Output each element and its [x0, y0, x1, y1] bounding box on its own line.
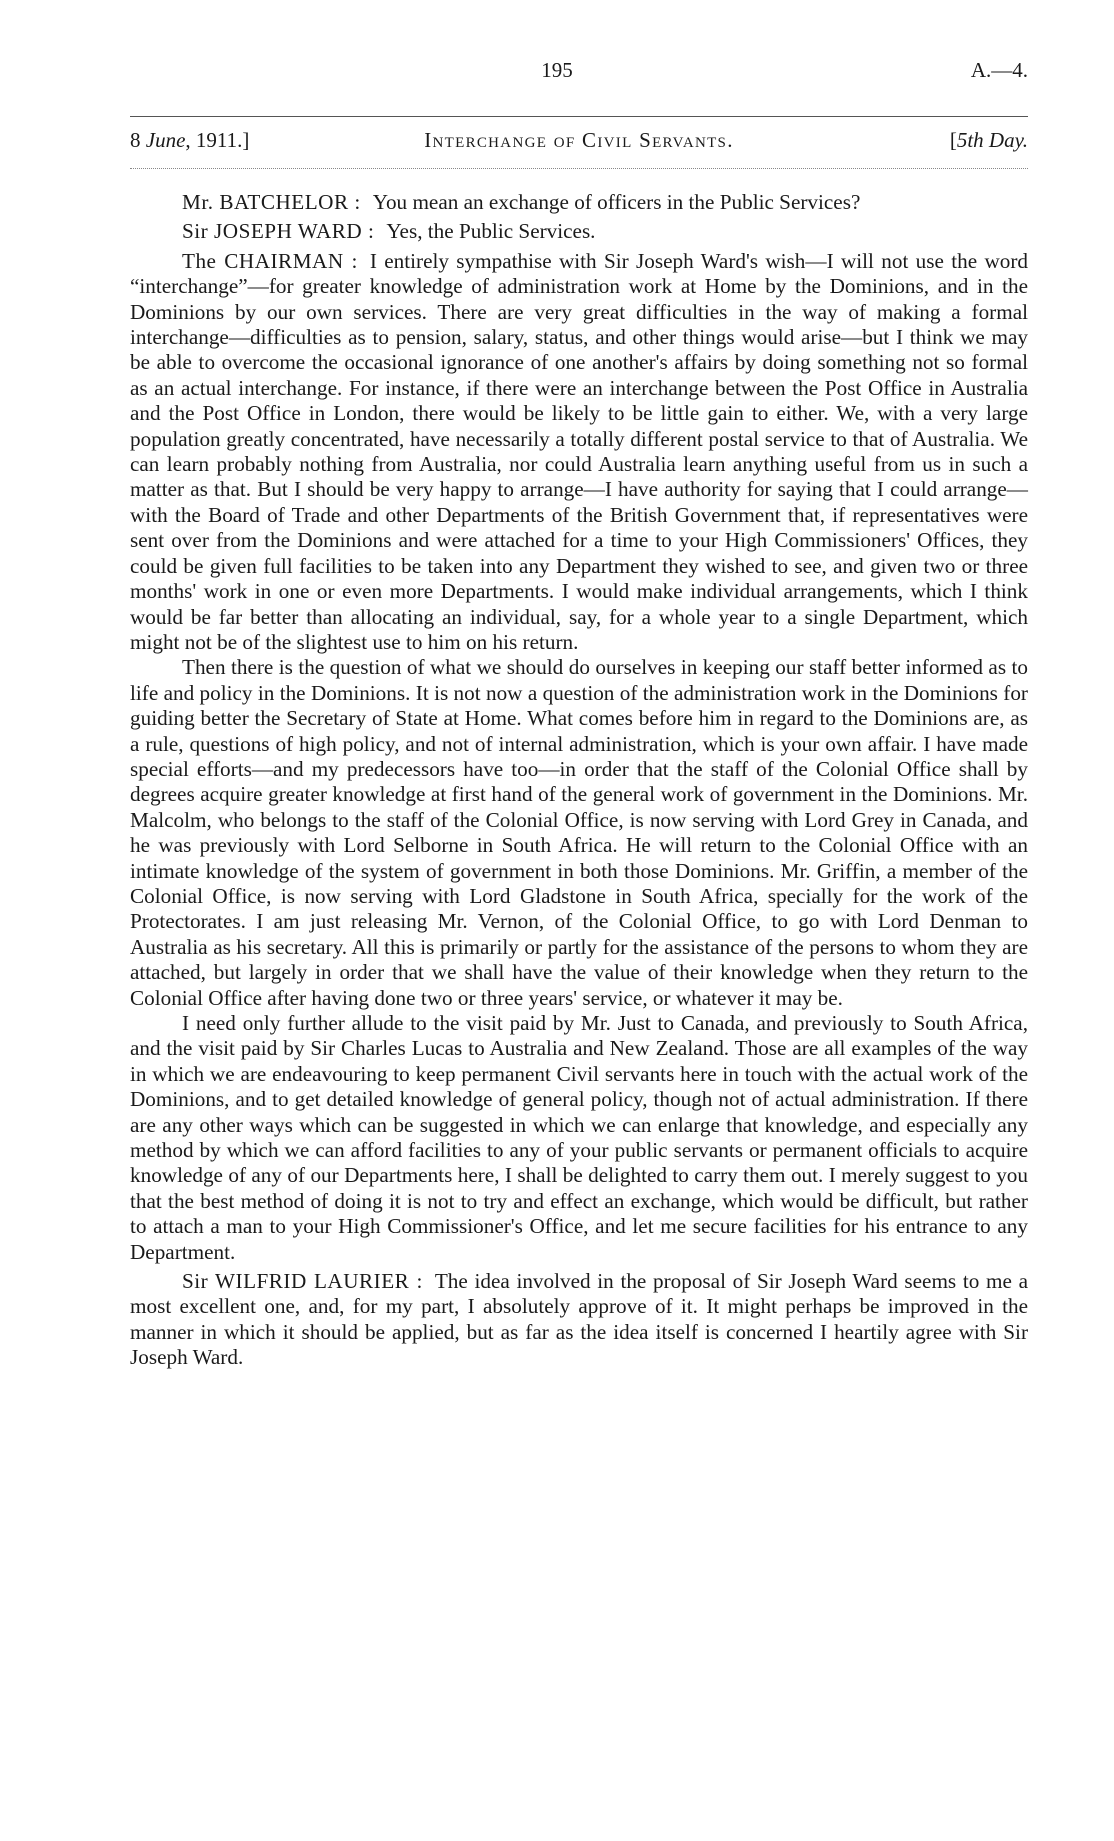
speaker-name: Sir WILFRID LAURIER :: [182, 1269, 423, 1294]
paragraph-ward: [130, 219, 1028, 244]
paragraph-text: I need only further allude to the visit paid by Mr. Just to Canada, and previously to South Africa, and the visit paid by Sir Charles Lucas to Australia and New Zealand. Those are all examples of the way in which we are endeavouring to keep permanent Civil servants here in touch with the actual work of the Dominions, and to get detailed knowledge of general policy, though not of actual administration. If there are any other ways which can be suggested in which we can enlarge that knowledge, and especially any method by which we can afford facilities to any of your public servants or permanent officials to acquire knowledge of any of our Departments here, I shall be delighted to carry them out. I merely suggest to you that the best method of doing it is not to try and effect an exchange, which would be difficult, but rather to attach a man to your High Commissioner's Office, and let me secure facilities for his entrance to any Department.: [130, 1011, 1028, 1264]
paragraph-text: You mean an exchange of officers in the Public Services?: [372, 190, 861, 214]
header-date-month: June: [145, 128, 186, 152]
speaker-name: Sir JOSEPH WARD :: [182, 219, 375, 244]
body-text: [130, 190, 1028, 1371]
header-day-label: 5th Day.: [956, 128, 1028, 152]
header-date-rest: , 1911.]: [185, 128, 250, 152]
document-reference: A.—4.: [970, 58, 1028, 82]
paragraph-chairman-continued-1: [130, 655, 1028, 1011]
paragraph-text: The idea involved in the proposal of Sir Joseph Ward seems to me a most excellent one, and, for my part, I absolutely approve of it. It might perhaps be improved in the manner in which it should be applied, but as far as the idea itself is concerned I heartily agree with Sir Joseph Ward.: [130, 1269, 1028, 1370]
page-number: 195: [541, 58, 573, 82]
header-day-prefix: [: [949, 128, 957, 152]
paragraph-text: Yes, the Public Services.: [386, 219, 596, 244]
header-title: Interchange of Civil Servants.: [424, 128, 734, 152]
header-day: [950, 128, 1028, 153]
paragraph-batchelor: [130, 190, 1028, 215]
header-rule-bottom: [130, 168, 1028, 169]
paragraph-text: Then there is the question of what we should do ourselves in keeping our staff better informed as to life and policy in the Dominions. It is not now a question of the administration work in the Dominions for guiding better the Secretary of State at Home. What comes before him in regard to the Dominions are, as a rule, questions of high policy, and not of internal administration, which is your own affair. I have made special efforts—and my predecessors have too—in order that the staff of the Colonial Office shall by degrees acquire greater knowledge at first hand of the general work of government in the Dominions. Mr. Malcolm, who belongs to the staff of the Colonial Office, is now serving with Lord Grey in Canada, and he was previously with Lord Selborne in South Africa. He will return to the Colonial Office with an intimate knowledge of the system of government in both those Dominions. Mr. Griffin, a member of the Colonial Office, is now serving with Lord Gladstone in South Africa, specially for the work of the Protectorates. I am just releasing Mr. Vernon, of the Colonial Office, to go with Lord Denman to Australia as his secretary. All this is primarily or partly for the assistance of the persons to whom they are attached, but largely in order that we shall have the value of their knowledge when they return to the Colonial Office after having done two or three years' service, or whatever it may be.: [130, 655, 1028, 1010]
paragraph-chairman: [130, 249, 1028, 656]
paragraph-chairman-continued-2: [130, 1011, 1028, 1265]
speaker-name: Mr. BATCHELOR :: [182, 190, 361, 214]
header-rule-top: [130, 116, 1028, 117]
paragraph-laurier: [130, 1269, 1028, 1371]
speaker-name: The CHAIRMAN :: [182, 248, 358, 273]
header-date-prefix: 8: [130, 128, 146, 152]
paragraph-text: I entirely sympathise with Sir Joseph Ward's wish—I will not use the word “interchange”—for greater knowledge of administration work at Home by the Dominions, and in the Dominions by our own services. There are very great difficulties in the way of making a formal interchange—difficulties as to pension, salary, status, and other things would arise—but I think we may be able to overcome the occasional ignorance of one another's affairs by doing something not so formal as an actual interchange. For instance, if there were an interchange between the Post Office in Australia and the Post Office in London, there would be likely to be little gain to either. We, with a very large population greatly concentrated, have necessarily a totally different postal service to that of Australia. We can learn probably nothing from Australia, nor could Australia learn anything useful from us in such a matter as that. But I should be very happy to arrange—I have authority for saying that I could arrange—with the Board of Trade and other Departments of the British Government that, if representatives were sent over from the Dominions and were attached for a time to your High Commissioners' Offices, they could be given full facilities to be taken into any Department they wished to see, and given two or three months' work in one or even more Departments. I would make individual arrangements, which I think would be far better than allocating an individual, say, for a whole year to a single Department, which might not be of the slightest use to him on his return.: [130, 248, 1028, 654]
